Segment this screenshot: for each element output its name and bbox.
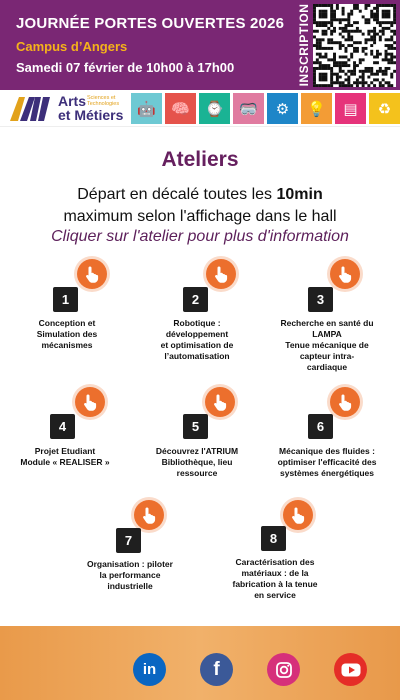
atelier-label[interactable]: Robotique : développement et optimisation de l’automatisation [160,318,234,361]
atelier-label[interactable]: Caractérisation des matériaux : de la fabrication à la tenue en service [232,557,318,600]
recycle-icon-glyph: ♻ [377,100,392,118]
click-instruction: Cliquer sur l'atelier pour plus d'information [51,228,349,245]
logo-subtitle: Sciences et Technologies [87,95,120,107]
hand-pointer-icon[interactable] [206,259,236,289]
logo-line1: Arts [58,93,87,109]
head-gears-icon [165,93,196,124]
logo-line2: et Métiers [58,107,124,123]
event-title: JOURNÉE PORTES OUVERTES 2026 [16,15,285,32]
departure-info [0,186,400,204]
hand-pointer-icon[interactable] [75,387,105,417]
campus-name: Campus d’Angers [16,39,128,54]
machine-icon-glyph: ▤ [343,100,358,118]
hand-pointer-icon[interactable] [330,387,360,417]
event-date: Samedi 07 février de 10h00 à 17h00 [16,60,235,75]
robot-arm-icon [131,93,162,124]
atelier-label[interactable]: Découvrez l'ATRIUM Bibliothèque, lieu ressource [155,446,239,478]
recycle-icon [369,93,400,124]
facebook-icon[interactable] [200,653,233,686]
vr-headset-icon [233,93,264,124]
page-title: Ateliers [161,148,239,171]
hand-pointer-icon[interactable] [283,500,313,530]
hand-pointer-icon[interactable] [330,259,360,289]
gears-icon-glyph: ⚙ [275,100,290,118]
youtube-icon[interactable] [334,653,367,686]
atelier-number-badge[interactable]: 7 [116,528,141,553]
arts-et-metiers-logo-icon [10,97,52,121]
event-header [0,0,400,90]
gears-icon [267,93,298,124]
hand-pointer-icon[interactable] [134,500,164,530]
departure-info-line2: maximum selon l'affichage dans le hall [63,208,337,225]
hand-pointer-icon[interactable] [205,387,235,417]
atelier-label[interactable]: Organisation : piloter la performance industrielle [87,559,173,591]
atelier-number-badge[interactable]: 8 [261,526,286,551]
atelier-number-badge[interactable]: 5 [183,414,208,439]
smartwatch-icon-glyph: ⌚ [205,100,224,118]
atelier-label[interactable]: Recherche en santé du LAMPA Tenue mécanique de capteur intra- cardiaque [280,318,374,372]
inscription-label[interactable]: INSCRIPTION [297,3,311,87]
departure-info-prefix: Départ en décalé toutes les [77,186,277,203]
atelier-number-badge[interactable]: 3 [308,287,333,312]
qr-code-icon[interactable] [313,4,396,87]
atelier-number-badge[interactable]: 2 [183,287,208,312]
smartwatch-icon [199,93,230,124]
machine-icon [335,93,366,124]
lightbulb-icon [301,93,332,124]
robot-arm-icon-glyph: 🤖 [137,100,156,118]
head-gears-icon-glyph: 🧠 [171,100,190,118]
atelier-label[interactable]: Conception et Simulation des mécanismes [36,318,98,350]
atelier-label[interactable]: Projet Etudiant Module « REALISER » [20,446,110,467]
atelier-label[interactable]: Mécanique des fluides : optimiser l'efficacité des systèmes énergétiques [277,446,377,478]
atelier-number-badge[interactable]: 1 [53,287,78,312]
atelier-number-badge[interactable]: 6 [308,414,333,439]
departure-interval: 10min [276,186,323,203]
lightbulb-icon-glyph: 💡 [307,100,326,118]
linkedin-glyph: in [142,661,157,678]
hand-pointer-icon[interactable] [77,259,107,289]
atelier-number-badge[interactable]: 4 [50,414,75,439]
inscription-label-wrap[interactable] [296,2,312,88]
instagram-icon[interactable] [267,653,300,686]
facebook-glyph: f [213,658,220,680]
linkedin-icon[interactable] [133,653,166,686]
vr-headset-icon-glyph: 🥽 [239,100,258,118]
